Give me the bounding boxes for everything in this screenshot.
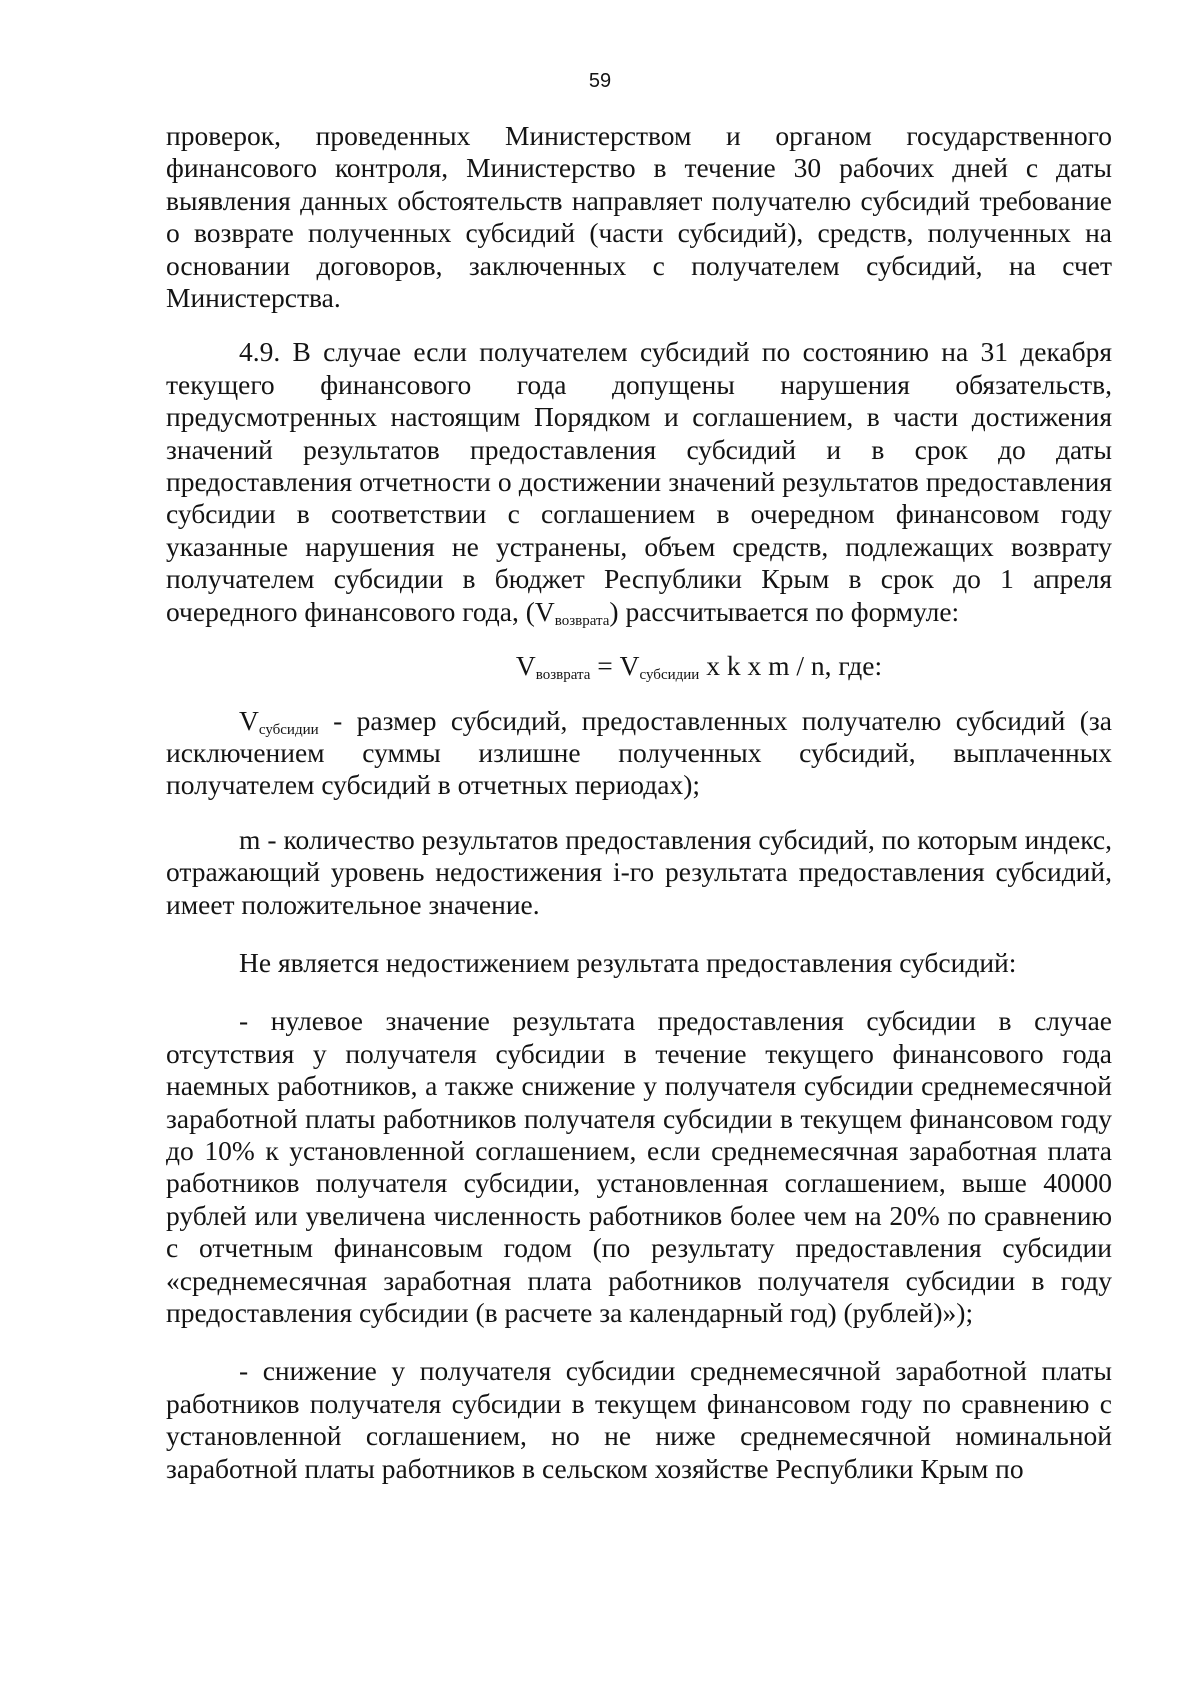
paragraph-4-9 xyxy=(166,336,1112,628)
formula-rhs-subscript: субсидии xyxy=(639,667,700,684)
paragraph-checks: проверок, проведенных Министерством и органом государственного финансового контроля, Министерство в течение 30 рабочих дней с даты выявления данных обстоятельств направляет получателю субсидий требование о возврате полученных субсидий (части субсидий), средств, полученных на основании договоров, заключенных с получателем субсидий, на счет Министерства. xyxy=(166,120,1112,314)
list-item-salary-decrease: - снижение у получателя субсидии среднемесячной заработной платы работников получателя субсидии в текущем финансовом году по сравнению с установленной соглашением, но не ниже среднемесячной номинальной заработной платы работников в сельском хозяйстве Республики Крым по xyxy=(166,1355,1112,1484)
paragraph-4-9-text: 4.9. В случае если получателем субсидий по состоянию на 31 декабря текущего финансового года допущены нарушения обязательств, предусмотренных настоящим Порядком и соглашением, в части достижения значений результатов предоставления субсидий и в срок до даты предоставления отчетности о достижении значений результатов предоставления субсидии в соответствии с соглашением в очередном финансовом году указанные нарушения не устранены, объем средств, подлежащих возврату получателем субсидии в бюджет Республики Крым в срок до 1 апреля очередного финансового года, (V xyxy=(166,336,1112,627)
formula xyxy=(166,650,1112,682)
formula-lhs-subscript: возврата xyxy=(535,667,591,684)
list-item-zero-value: - нулевое значение результата предоставления субсидии в случае отсутствия у получателя субсидии в течение текущего финансового года наемных работников, а также снижение у получателя субсидии среднемесячной заработной платы работников получателя субсидии в текущем финансовом году до 10% к установленной соглашением, если среднемесячная заработная плата работников получателя субсидии, установленная соглашением, выше 40000 рублей или увеличена численность работников более чем на 20% по сравнению с отчетным финансовым годом (по результату предоставления субсидии «среднемесячная заработная плата работников получателя субсидии в году предоставления субсидии (в расчете за календарный год) (рублей)»); xyxy=(166,1005,1112,1328)
formula-equals: = V xyxy=(590,650,640,682)
v-subsidii-definition: - размер субсидий, предоставленных получателю субсидий (за исключением суммы излишне полученных субсидий, выплаченных получателем субсидий в отчетных периодах); xyxy=(166,704,1112,801)
paragraph-not-underachievement: Не является недостижением результата предоставления субсидий: xyxy=(239,946,1017,978)
formula-rest: x k x m / n, где: xyxy=(699,650,883,682)
subscript-vozvrata: возврата xyxy=(554,612,610,629)
document-body xyxy=(166,120,1112,1485)
v-symbol: V xyxy=(239,704,259,736)
paragraph-4-9-tail: ) рассчитывается по формуле: xyxy=(609,595,960,627)
page-number: 59 xyxy=(588,70,612,92)
formula-lhs-v: V xyxy=(515,650,536,682)
paragraph-v-subsidii xyxy=(166,705,1112,802)
v-subsidii-subscript: субсидии xyxy=(258,721,319,738)
paragraph-m-definition: m - количество результатов предоставления субсидий, по которым индекс, отражающий уровень недостижения i-го результата предоставления субсидий, имеет положительное значение. xyxy=(166,823,1112,920)
